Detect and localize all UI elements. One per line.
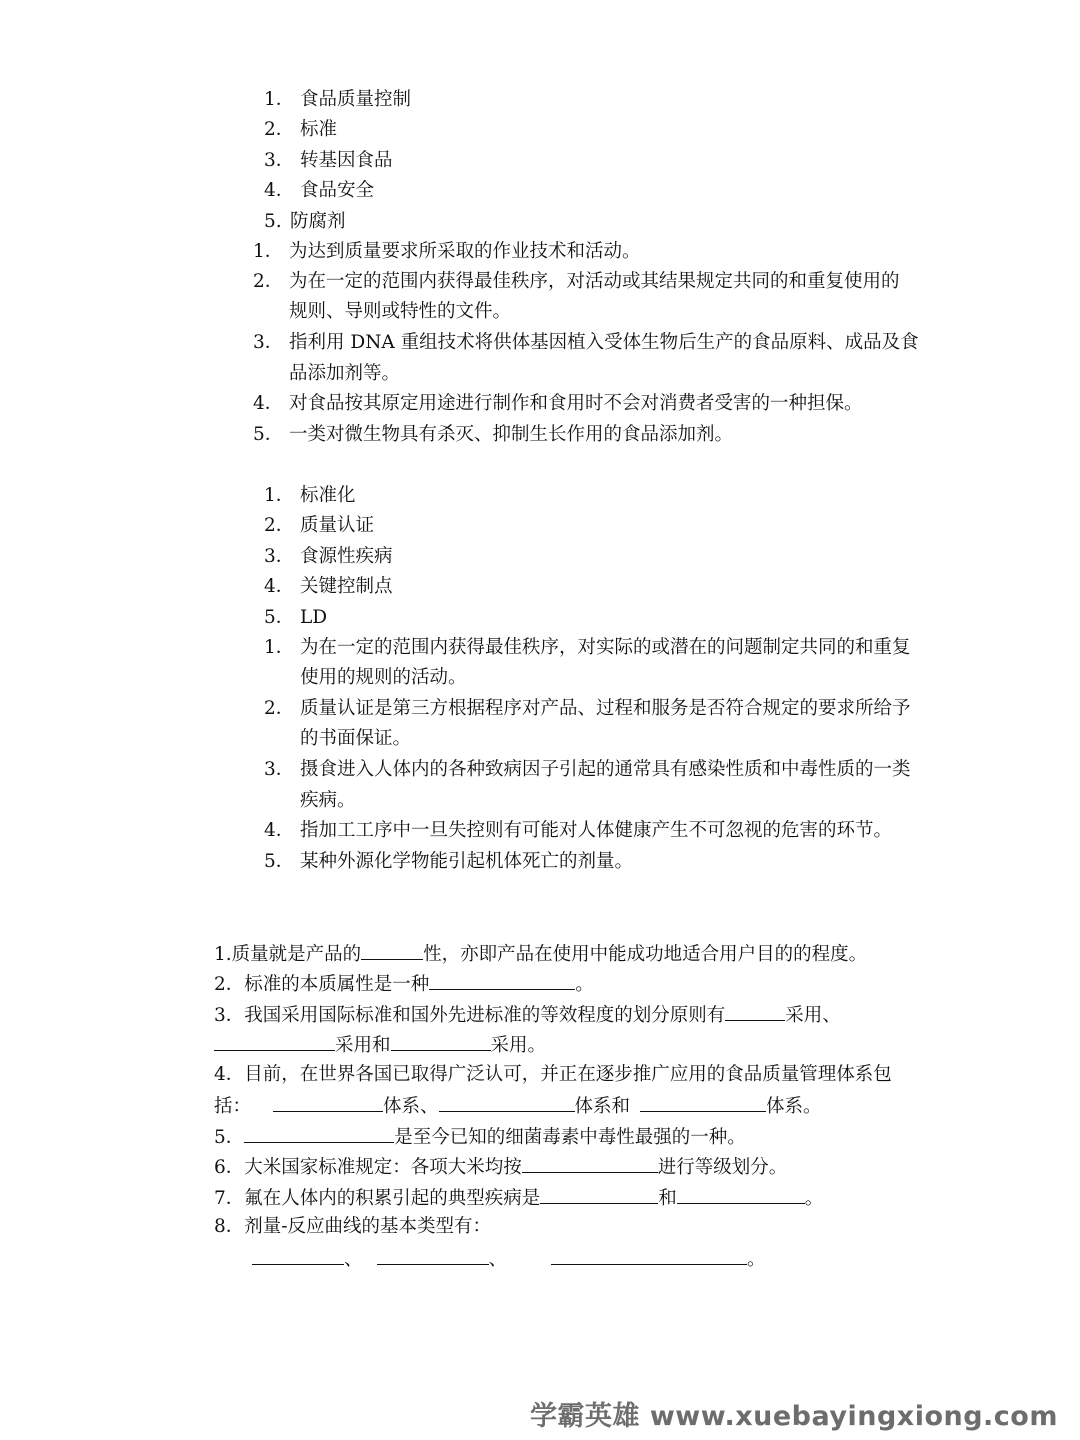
list-item-continuation: 规则、导则或特性的文件。: [289, 301, 512, 322]
list-item: 1． 食品质量控制: [264, 89, 412, 110]
list-item: 2． 质量认证: [264, 515, 375, 536]
question-1: 1.质量就是产品的 性，亦即产品在使用中能成功地适合用户目的的程度。: [214, 941, 867, 967]
list-item: 4． 指加工工序中一旦失控则有可能对人体健康产生不可忽视的危害的环节。: [264, 820, 893, 841]
question-7: 7．氟在人体内的积累引起的典型疾病是 和 。: [214, 1185, 823, 1211]
question-6: 6．大米国家标准规定：各项大米均按 进行等级划分。: [214, 1154, 787, 1180]
list-item-continuation: 品添加剂等。: [289, 363, 401, 384]
list-item: 5. 防腐剂: [264, 211, 346, 232]
list-item: 3． 摄食进入人体内的各种致病因子引起的通常具有感染性质和中毒性质的一类: [264, 759, 911, 780]
answer-blank: [361, 941, 423, 960]
answer-blank: [429, 971, 575, 990]
answer-blank: [252, 1246, 344, 1265]
answer-blank: [273, 1093, 383, 1112]
list-item: 1． 标准化: [264, 485, 356, 506]
list-item: 2． 为在一定的范围内获得最佳秩序，对活动或其结果规定共同的和重复使用的: [253, 271, 900, 292]
list-item: 3． 转基因食品: [264, 150, 393, 171]
answer-blank: [244, 1124, 394, 1143]
list-item-continuation: 疾病。: [300, 790, 356, 811]
list-item: 4． 对食品按其原定用途进行制作和食用时不会对消费者受害的一种担保。: [253, 393, 863, 414]
question-4-continuation: 括： 体系、 体系和 体系。: [214, 1093, 822, 1119]
list-item: 3． 指利用 DNA 重组技术将供体基因植入受体生物后生产的食品原料、成品及食: [253, 332, 919, 353]
answer-blank: [640, 1093, 766, 1112]
list-item: 3． 食源性疾病: [264, 546, 393, 567]
question-4: 4．目前，在世界各国已取得广泛认可，并正在逐步推广应用的食品质量管理体系包: [214, 1064, 892, 1085]
answer-blank: [725, 1002, 785, 1021]
question-3-continuation: 采用和 采用。: [214, 1032, 546, 1058]
question-5: 5． 是至今已知的细菌毒素中毒性最强的一种。: [214, 1124, 746, 1150]
question-8-continuation: 、 、 。: [252, 1246, 766, 1272]
answer-blank: [677, 1185, 805, 1204]
list-item: 4． 食品安全: [264, 180, 375, 201]
answer-blank: [522, 1154, 658, 1173]
list-item: 5． LD: [264, 607, 328, 628]
answer-blank: [377, 1246, 489, 1265]
list-item: 1． 为在一定的范围内获得最佳秩序，对实际的或潜在的问题制定共同的和重复: [264, 637, 911, 658]
answer-blank: [540, 1185, 658, 1204]
list-item: 2． 标准: [264, 119, 338, 140]
list-item: 2． 质量认证是第三方根据程序对产品、过程和服务是否符合规定的要求所给予: [264, 698, 911, 719]
answer-blank: [214, 1032, 335, 1051]
question-2: 2．标准的本质属性是一种 。: [214, 971, 594, 997]
answer-blank: [551, 1246, 747, 1265]
answer-blank: [439, 1093, 575, 1112]
question-8: 8．剂量-反应曲线的基本类型有：: [214, 1216, 492, 1237]
list-item-continuation: 使用的规则的活动。: [300, 667, 467, 688]
list-item: 1． 为达到质量要求所采取的作业技术和活动。: [253, 241, 641, 262]
question-3: 3．我国采用国际标准和国外先进标准的等效程度的划分原则有 采用、: [214, 1002, 841, 1028]
list-item: 4． 关键控制点: [264, 576, 393, 597]
watermark: 学霸英雄 www.xuebayingxiong.com: [529, 1401, 1058, 1432]
list-item: 5． 一类对微生物具有杀灭、抑制生长作用的食品添加剂。: [253, 424, 734, 445]
list-item: 5． 某种外源化学物能引起机体死亡的剂量。: [264, 851, 634, 872]
list-item-continuation: 的书面保证。: [300, 728, 412, 749]
answer-blank: [391, 1032, 491, 1051]
